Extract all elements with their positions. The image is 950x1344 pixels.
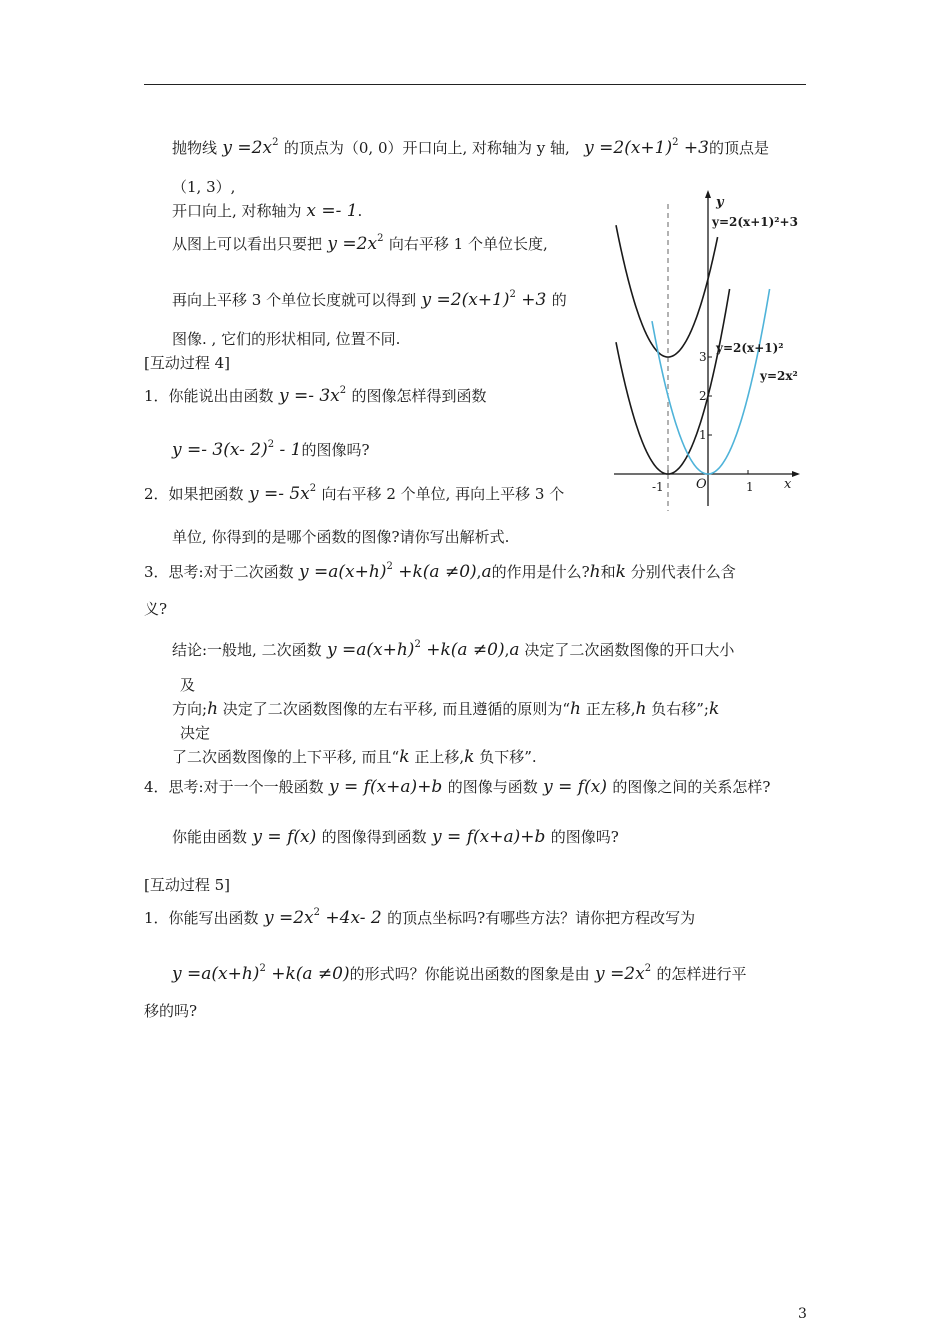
formula: $y =2x^2 +4x-$ 2	[258, 907, 388, 928]
formula: h	[635, 699, 647, 719]
x-axis-arrow-icon	[792, 471, 800, 477]
question-1-cont	[172, 434, 370, 461]
text: 的怎样进行平	[656, 965, 747, 983]
formula: $y =2x^2$	[322, 233, 384, 254]
curve-label-base: y=2x²	[760, 369, 798, 383]
text: 4．思考:对于一个一般函数	[144, 778, 324, 796]
formula: k	[709, 699, 720, 719]
question-2-cont: 单位, 你得到的是哪个函数的图像?请你写出解析式.	[172, 528, 510, 546]
text: 的顶点坐标吗?有哪些方法？请你把方程改写为	[387, 909, 696, 927]
text: 的图像怎样得到函数	[351, 387, 487, 405]
text: 决定了二次函数图像的左右平移, 而且遵循的原则为“	[222, 700, 571, 718]
y-tick-label-2: 2	[699, 389, 707, 403]
text: 了二次函数图像的上下平移, 而且“	[172, 748, 400, 766]
section-heading-5: [互动过程 5]	[144, 876, 231, 894]
x-tick-label-1: 1	[746, 480, 754, 494]
text: 从图上可以看出只要把	[172, 235, 323, 253]
conclusion-3	[172, 698, 719, 720]
text: 再向上平移 3 个单位长度就可以得到	[172, 291, 417, 309]
x-tick-label-minus-1: -1	[652, 480, 664, 494]
text: 抛物线	[172, 139, 218, 157]
formula: $y =a(x+h)^2 +k(a \ne 0)$	[321, 639, 505, 660]
text: 的图像吗?	[550, 828, 619, 846]
question-3	[144, 556, 736, 583]
text: 开口向上, 对称轴为	[172, 202, 302, 220]
curve-label-shifted-left: y=2(x+1)²	[716, 341, 784, 355]
text: 1．你能写出函数	[144, 909, 259, 927]
text: 方向;	[172, 700, 208, 718]
formula: y = f(x+a)+b	[323, 777, 448, 797]
formula: x =- 1	[306, 201, 358, 221]
conclusion-1	[172, 634, 734, 661]
formula: $y =2(x+1)^2 +3$	[416, 289, 552, 310]
text: 负右移”;	[651, 700, 709, 718]
text-line-4	[172, 228, 548, 255]
question-3-cont: 义?	[144, 600, 168, 618]
exercise-1-end: 移的吗?	[144, 1002, 198, 1020]
text: 的顶点为（0, 0）开口向上, 对称轴为 y 轴,	[283, 139, 570, 157]
parabola-graph	[604, 186, 804, 516]
text: 的图像吗?	[301, 441, 370, 459]
formula: h	[570, 699, 581, 719]
exercise-1-cont	[172, 958, 747, 985]
text-line-6: 图像. , 它们的形状相同, 位置不同.	[172, 330, 401, 348]
formula: a	[509, 640, 520, 660]
page-number: 3	[798, 1306, 807, 1322]
origin-label: O	[696, 477, 707, 492]
text: ,	[504, 641, 510, 659]
text: 1．你能说出由函数	[144, 387, 274, 405]
text: 和	[600, 563, 616, 581]
question-2	[144, 478, 564, 505]
formula: h	[207, 699, 219, 719]
y-axis-arrow-icon	[705, 190, 711, 198]
text: 的图像之间的关系怎样?	[612, 778, 771, 796]
formula: $y =a(x+h)^2 +k(a \ne 0)$	[172, 963, 350, 984]
formula: k	[464, 747, 475, 767]
exercise-1	[144, 902, 695, 929]
text: 结论:一般地, 二次函数	[172, 641, 322, 659]
formula: $y =2(x+1)^2 +3$	[584, 137, 709, 158]
text: .	[357, 202, 363, 220]
question-1	[144, 380, 487, 407]
y-tick-label-1: 1	[699, 428, 707, 442]
conclusion-4: 决定	[180, 724, 211, 742]
question-4	[144, 776, 770, 798]
section-heading-4: [互动过程 4]	[144, 354, 231, 372]
formula: $y =a(x+h)^2 +k(a \ne 0)$	[293, 561, 477, 582]
text: 的作用是什么?	[491, 563, 590, 581]
formula: $y =2x^2$	[217, 137, 279, 158]
text-line-3	[172, 200, 362, 222]
text: 的顶点是	[708, 139, 769, 157]
formula: a	[481, 562, 492, 582]
curve-shifted-left	[616, 289, 730, 474]
text: 的形式吗？你能说出函数的图象是由	[349, 965, 590, 983]
text: 的图像与函数	[447, 778, 538, 796]
question-4-cont	[172, 826, 619, 848]
text: 的图像得到函数	[321, 828, 427, 846]
text: 你能由函数	[172, 828, 248, 846]
text: 决定了二次函数图像的开口大小	[524, 641, 735, 659]
text-line-5	[172, 284, 567, 311]
text: 2．如果把函数	[144, 485, 244, 503]
text: 3．思考:对于二次函数	[144, 563, 294, 581]
curve-shifted-up	[616, 225, 718, 357]
formula: $y =2x^2$	[589, 963, 652, 984]
conclusion-2: 及	[180, 676, 196, 694]
formula: $y =- 5x^2$	[243, 483, 317, 504]
formula: k	[399, 747, 410, 767]
text: 向右平移 2 个单位, 再向上平移 3 个	[321, 485, 565, 503]
formula: y = f(x)	[247, 827, 322, 847]
formula: y = f(x)	[537, 777, 613, 797]
text: 正左移,	[585, 700, 636, 718]
text: 向右平移 1 个单位长度,	[388, 235, 548, 253]
formula: k	[615, 562, 626, 582]
x-axis-label: x	[784, 477, 792, 492]
text-line-2: （1, 3）,	[172, 178, 236, 196]
y-tick-label-3: 3	[699, 350, 707, 364]
header-rule	[144, 84, 806, 85]
text: 分别代表什么含	[630, 563, 736, 581]
text: 正上移,	[414, 748, 465, 766]
text-line-1	[172, 132, 769, 159]
formula: $y =- 3x^2$	[273, 385, 347, 406]
formula: h	[589, 562, 601, 582]
formula: y =- 3(x- 2)$^2$ - 1	[172, 439, 302, 460]
curve-label-shifted-up: y=2(x+1)²+3	[712, 215, 798, 229]
text: ,	[476, 563, 482, 581]
conclusion-5	[172, 746, 537, 768]
formula: y = f(x+a)+b	[426, 827, 551, 847]
y-axis-label: y	[716, 195, 724, 210]
text: 的	[551, 291, 567, 309]
text: 负下移”.	[479, 748, 537, 766]
